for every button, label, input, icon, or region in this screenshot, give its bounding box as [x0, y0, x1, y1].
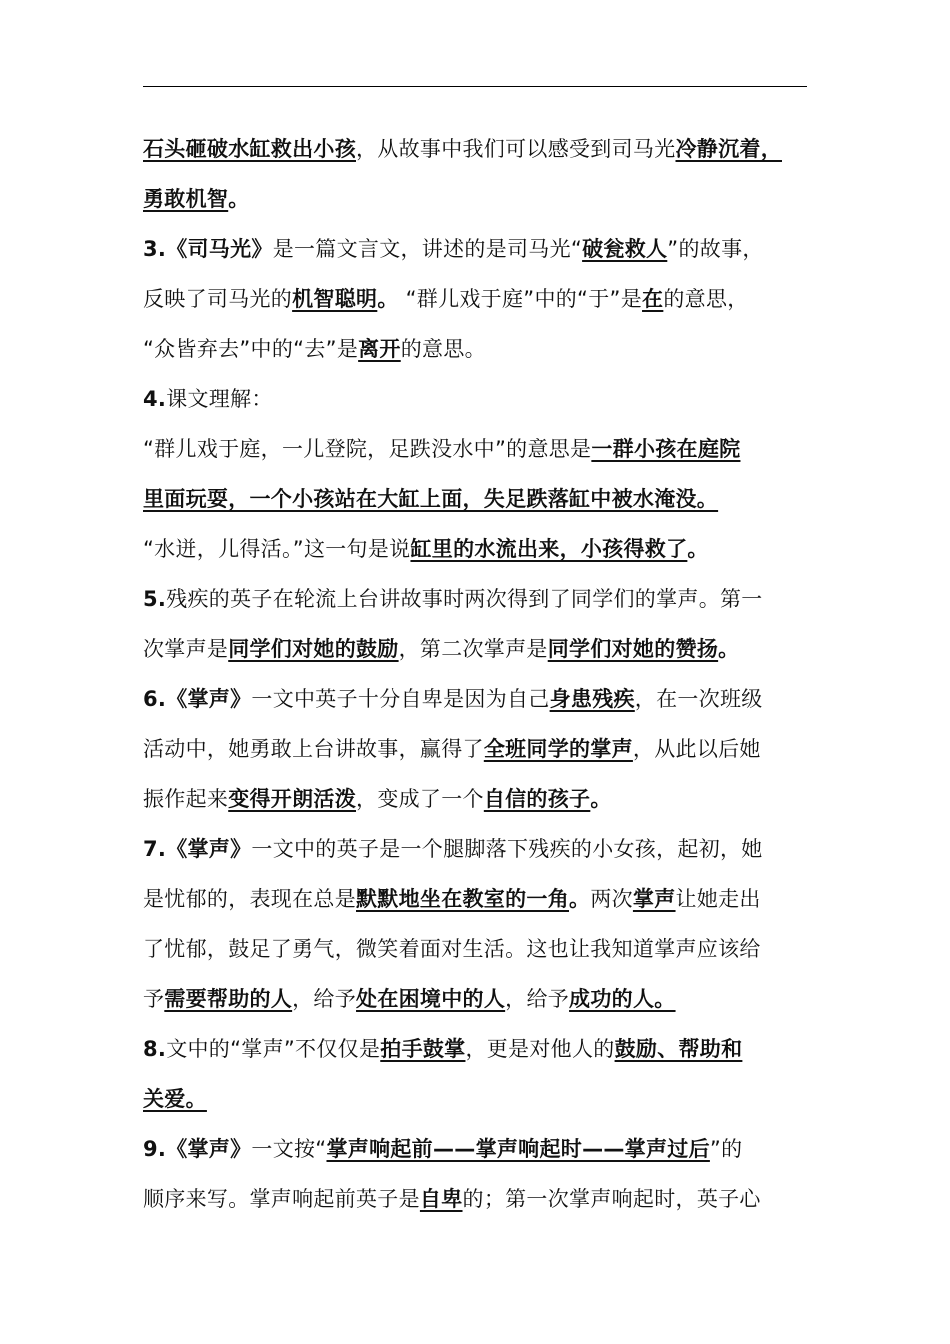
answer-text: 缸里的水流出来，小孩得救了: [410, 537, 688, 561]
answer-text: 拍手鼓掌: [380, 1037, 466, 1061]
answer-text: 冷静沉着，: [675, 137, 782, 161]
bold-text: 。: [569, 887, 591, 911]
answer-text: 成功的人。: [569, 987, 676, 1011]
bold-text: 8.: [143, 1037, 167, 1061]
text-line: [143, 574, 831, 624]
text-line: [143, 474, 831, 524]
body-text: 的意思。: [400, 337, 486, 361]
answer-text: 里面玩耍，一个小孩站在大缸上面，失足跌落缸中被水淹没。: [143, 487, 719, 511]
body-text: 次掌声是: [143, 637, 229, 661]
answer-text: 离开: [358, 337, 401, 361]
text-line: [143, 1024, 831, 1074]
answer-text: 自卑: [419, 1187, 463, 1211]
text-line: [143, 774, 831, 824]
answer-text: 同学们对她的鼓励: [228, 637, 399, 661]
bold-text: 4.: [143, 387, 167, 411]
body-text: “众皆弃去”中的“去”是: [143, 337, 359, 361]
text-line: [143, 1074, 831, 1124]
header-rule: [143, 86, 807, 87]
answer-text: 鼓励、帮助和: [614, 1037, 743, 1061]
body-text: 是忧郁的，表现在总是: [143, 887, 356, 911]
answer-text: 需要帮助的人: [164, 987, 293, 1011]
text-line: [143, 974, 831, 1024]
body-text: ，在一次班级: [634, 687, 763, 711]
answer-text: 在: [642, 287, 664, 311]
bold-text: 3.《司马光》: [143, 237, 273, 261]
body-text: 两次: [590, 887, 633, 911]
text-line: [143, 224, 831, 274]
answer-text: 同学们对她的赞扬: [547, 637, 719, 661]
text-line: [143, 724, 831, 774]
answer-text: 全班同学的掌声: [483, 737, 633, 761]
text-line: [143, 274, 831, 324]
text-line: [143, 624, 831, 674]
body-text: 了忧郁，鼓足了勇气，微笑着面对生活。这也让我知道掌声应该给: [143, 937, 761, 961]
text-line: [143, 124, 831, 174]
body-text: ，给予: [292, 987, 357, 1011]
answer-text: 默默地坐在教室的一角: [356, 887, 569, 911]
body-text: ，更是对他人的: [465, 1037, 615, 1061]
answer-text: 掌声: [632, 887, 676, 911]
body-text: 活动中，她勇敢上台讲故事，赢得了: [143, 737, 484, 761]
answer-text: 关爱。: [143, 1087, 207, 1111]
answer-text: 机智聪明: [292, 287, 378, 311]
text-line: [143, 674, 831, 724]
body-text: 让她走出: [675, 887, 761, 911]
body-text: “群儿戏于庭，一儿登院，足跌没水中”的意思是: [143, 437, 592, 461]
answer-text: 勇敢机智: [143, 187, 229, 211]
text-line: [143, 824, 831, 874]
body-text: 予: [143, 987, 165, 1011]
answer-text: 破瓮救人: [582, 237, 668, 261]
body-text: 顺序来写。掌声响起前英子是: [143, 1187, 420, 1211]
body-text: “水迸，儿得活。”这一句是说: [143, 537, 411, 561]
answer-text: 掌声响起前——掌声响起时——掌声过后: [326, 1137, 710, 1161]
text-line: [143, 924, 831, 974]
answer-text: 处在困境中的人: [356, 987, 506, 1011]
body-text: 的意思，: [663, 287, 749, 311]
text-line: [143, 374, 831, 424]
body-text: 残疾的英子在轮流上台讲故事时两次得到了同学们的掌声。第一: [166, 587, 763, 611]
body-text: ”的故事，: [667, 237, 764, 261]
text-line: [143, 1174, 831, 1224]
body-text: 的；第一次掌声响起时，英子心: [462, 1187, 761, 1211]
bold-text: 。: [228, 187, 250, 211]
body-text: 反映了司马光的: [143, 287, 293, 311]
body-text: 一文中英子十分自卑是因为自己: [251, 687, 550, 711]
body-text: ，从故事中我们可以感受到司马光: [356, 137, 676, 161]
body-text: ，第二次掌声是: [398, 637, 548, 661]
body-text: ，变成了一个: [356, 787, 484, 811]
bold-text: 。: [687, 537, 709, 561]
body-text: 一文中的英子是一个腿脚落下残疾的小女孩，起初，她: [251, 837, 763, 861]
text-line: [143, 1124, 831, 1174]
answer-text: 变得开朗活泼: [228, 787, 357, 811]
document-body: [143, 124, 831, 1224]
bold-text: 6.《掌声》: [143, 687, 252, 711]
body-text: ，给予: [505, 987, 570, 1011]
answer-text: 自信的孩子: [483, 787, 591, 811]
text-line: [143, 174, 831, 224]
body-text: “群儿戏于庭”中的“于”是: [398, 287, 643, 311]
answer-text: 一群小孩在庭院: [591, 437, 741, 461]
answer-text: 身患残疾: [549, 687, 635, 711]
bold-text: 5.: [143, 587, 167, 611]
text-line: [143, 524, 831, 574]
bold-text: 。: [718, 637, 740, 661]
body-text: ”的: [709, 1137, 743, 1161]
bold-text: 7.《掌声》: [143, 837, 252, 861]
answer-text: 石头砸破水缸救出小孩: [143, 137, 356, 161]
bold-text: 9.《掌声》: [143, 1137, 252, 1161]
body-text: 一文按“: [251, 1137, 327, 1161]
text-line: [143, 324, 831, 374]
body-text: 是一篇文言文，讲述的是司马光“: [272, 237, 583, 261]
body-text: 振作起来: [143, 787, 229, 811]
body-text: 课文理解：: [166, 387, 273, 411]
text-line: [143, 874, 831, 924]
text-line: [143, 424, 831, 474]
bold-text: 。: [590, 787, 612, 811]
body-text: 文中的“掌声”不仅仅是: [166, 1037, 381, 1061]
bold-text: 。: [377, 287, 399, 311]
body-text: ，从此以后她: [632, 737, 761, 761]
